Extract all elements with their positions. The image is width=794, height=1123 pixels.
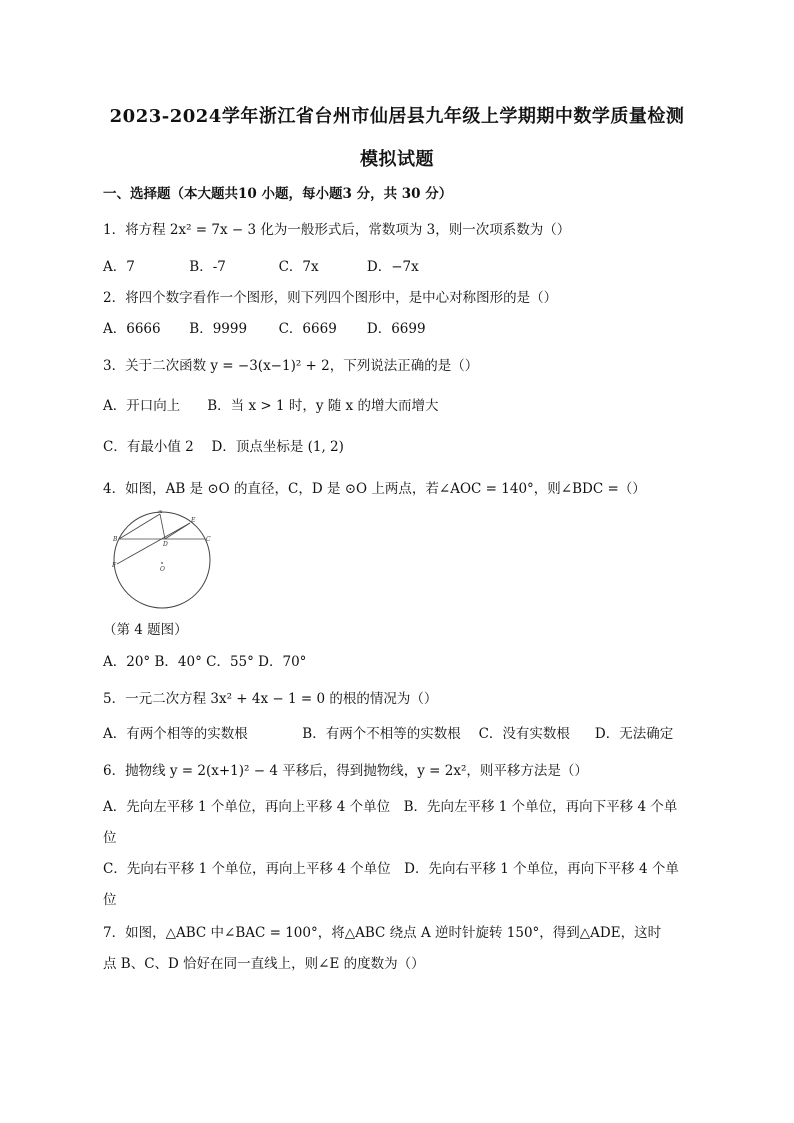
question-1-options: [103, 255, 419, 275]
circle-o: [114, 512, 210, 608]
label-b: B: [113, 536, 118, 543]
q1-option-d: D．−7x: [366, 259, 419, 275]
question-6-wrap-2: 位: [103, 892, 117, 908]
q1-option-a: A．7: [103, 259, 135, 275]
question-6-options-ab: A．先向左平移 1 个单位，再向上平移 4 个单位 B．先向左平移 1 个单位，再向下平移 4 个单: [103, 799, 678, 815]
question-3-stem: 3．关于二次函数 y = −3(x−1)² + 2，下列说法正确的是（）: [103, 358, 479, 374]
segment-de: [165, 523, 190, 539]
page-subtitle: 模拟试题: [360, 149, 434, 170]
q2-option-a: A．6666: [103, 321, 161, 337]
segment-ad: [160, 514, 165, 539]
label-a: A: [158, 510, 163, 515]
label-e: E: [191, 517, 196, 524]
q2-option-d: D．6699: [366, 321, 426, 337]
question-2-options: [103, 317, 426, 337]
question-6-stem: 6．抛物线 y = 2(x+1)² − 4 平移后，得到抛物线，y = 2x²，则平移方法是（）: [103, 763, 588, 779]
q5-option-b: B．有两个不相等的实数根: [302, 726, 461, 742]
section-heading: 一、选择题（本大题共10 小题，每小题3 分，共 30 分）: [103, 186, 453, 202]
q5-option-a: A．有两个相等的实数根: [103, 726, 248, 742]
q2-option-b: B．9999: [189, 321, 248, 337]
center-point: [161, 562, 163, 564]
label-o: O: [160, 566, 165, 573]
q2-option-c: C．6669: [278, 321, 337, 337]
question-5-options: [103, 722, 673, 742]
label-f: F: [112, 562, 117, 569]
question-3-options-1: A．开口向上 B．当 x > 1 时，y 随 x 的增大而增大: [103, 398, 439, 414]
q5-option-c: C．没有实数根: [478, 726, 570, 742]
question-6-wrap-1: 位: [103, 830, 117, 846]
q1-option-c: C．7x: [278, 259, 319, 275]
label-d: D: [163, 541, 168, 548]
question-4-stem: 4．如图，AB 是 ⊙O 的直径，C，D 是 ⊙O 上两点，若∠AOC = 140°，则∠BDC =（）: [103, 481, 646, 497]
question-4-figure: [112, 510, 212, 610]
question-7-stem-1: 7．如图，△ABC 中∠BAC = 100°，将△ABC 绕点 A 逆时针旋转 150°，得到△ADE，这时: [103, 925, 662, 941]
page-title: 2023-2024学年浙江省台州市仙居县九年级上学期期中数学质量检测: [109, 106, 685, 127]
label-c: C: [206, 536, 211, 543]
segment-fe: [117, 523, 190, 564]
question-1-stem: 1．将方程 2x² = 7x − 3 化为一般形式后，常数项为 3，则一次项系数为（）: [103, 222, 571, 238]
figure-caption: （第 4 题图）: [103, 622, 188, 638]
q1-option-b: B．-7: [189, 259, 226, 275]
question-2-stem: 2．将四个数字看作一个图形，则下列四个图形中，是中心对称图形的是（）: [103, 290, 558, 306]
question-6-options-cd: C．先向右平移 1 个单位，再向上平移 4 个单位 D．先向右平移 1 个单位，再向下平移 4 个单: [103, 861, 679, 877]
q5-option-d: D．无法确定: [594, 726, 674, 742]
question-4-options: A．20° B．40° C．55° D．70°: [103, 654, 307, 670]
question-3-options-2: C．有最小值 2 D．顶点坐标是 (1, 2): [103, 439, 344, 455]
question-7-stem-2: 点 B、C、D 恰好在同一直线上，则∠E 的度数为（）: [103, 956, 425, 972]
question-5-stem: 5．一元二次方程 3x² + 4x − 1 = 0 的根的情况为（）: [103, 691, 438, 707]
